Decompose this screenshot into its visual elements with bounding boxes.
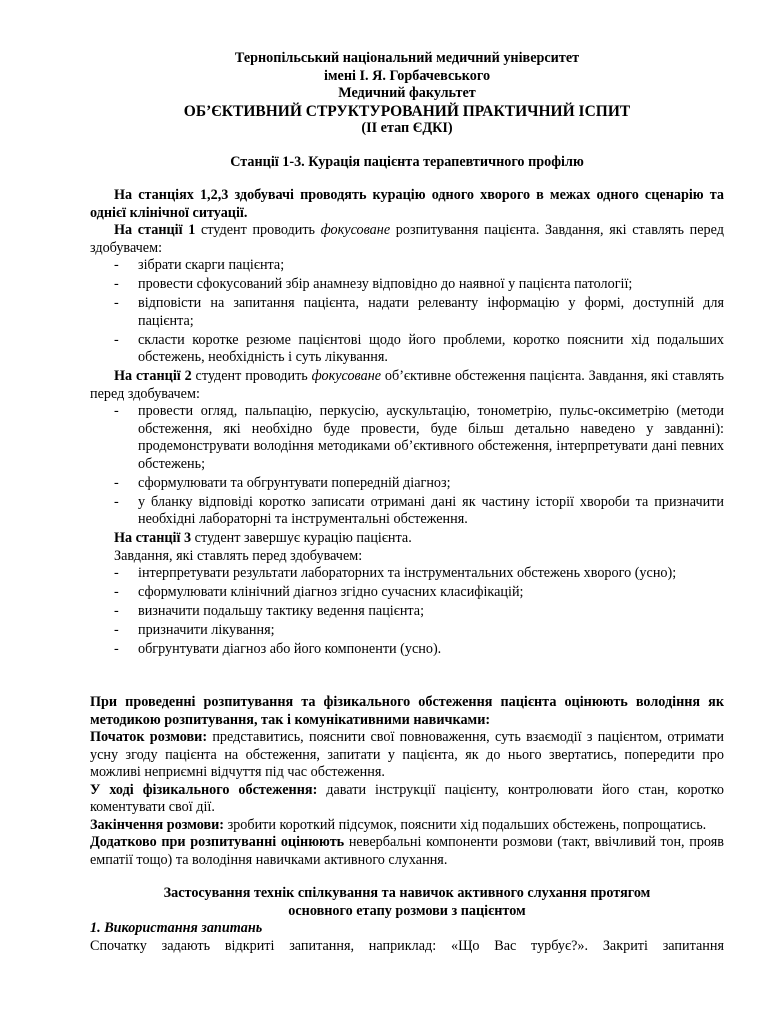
station3-task-list — [90, 565, 724, 659]
physical-exam-course: У ході фізикального обстеження: давати інструкції пацієнту, контролювати його стан, коротко коментувати свої дії. — [90, 781, 725, 815]
list-item: - сформулювати клінічний діагноз згідно сучасних класифікацій; — [90, 584, 724, 602]
intro-paragraph: На станціях 1,2,3 здобувачі проводять курацію одного хворого в межах одного сценарію та однієї клінічної ситуації. — [90, 187, 724, 221]
station3-lead: На станції 3 — [114, 530, 192, 546]
faculty-name: Медичний факультет — [338, 85, 476, 101]
conversation-end: Закінчення розмови: зробити короткий підсумок, пояснити хід подальших обстежень, попрощатись. — [90, 816, 707, 833]
list-item: - зібрати скарги пацієнта; — [90, 257, 724, 275]
techniques-title-line1: Застосування технік спілкування та навичок активного слухання протягом — [163, 885, 651, 901]
list-item: - скласти коротке резюме пацієнтові щодо його проблеми, коротко пояснити хід подальших обстежень, необхідність і суть лікування. — [90, 332, 724, 367]
station1-paragraph: На станції 1 студент проводить фокусоване розпитування пацієнта. Завдання, які ставлять перед здобувачем: — [90, 222, 724, 256]
document-content — [90, 50, 724, 955]
list-item: - відповісти на запитання пацієнта, надати релеванту інформацію у формі, доступній для пацієнта; — [90, 295, 724, 330]
list-item: - інтерпретувати результати лабораторних та інструментальних обстежень хворого (усно); — [90, 565, 724, 583]
list-item: - сформулювати та обгрунтувати попередній діагноз; — [90, 475, 724, 493]
additional-assessment: Додатково при розпитуванні оцінюють невербальні компоненти розмови (такт, ввічливий тон, прояв емпатії тощо) та володіння навичками активного слухання. — [90, 834, 724, 868]
station1-task-list — [90, 257, 724, 367]
station2-task-list — [90, 403, 724, 529]
station2-paragraph: На станції 2 студент проводить фокусоване об’єктивне обстеження пацієнта. Завдання, які ставлять перед здобувачем: — [90, 368, 725, 402]
list-item: - провести сфокусований збір анамнезу відповідно до наявної у пацієнта патології; — [90, 276, 724, 294]
list-item: - провести огляд, пальпацію, перкусію, аускультацію, тонометрію, пульс-оксиметрію (методи обстеження, які необхідно буде провести, буде більш детально наведено у завданні): продемонструвати володіння методиками об’єктивного обстеження, інтерпретувати дані певних обстежень; — [90, 403, 724, 473]
university-dedication: імені І. Я. Горбачевського — [323, 67, 491, 84]
exam-title: ОБ’ЄКТИВНИЙ СТРУКТУРОВАНИЙ ПРАКТИЧНИЙ ІСПИТ — [183, 102, 631, 120]
station1-lead: На станції 1 — [114, 222, 196, 238]
exam-stage: (ІІ етап ЄДКІ) — [361, 120, 453, 136]
station2-lead: На станції 2 — [114, 368, 192, 384]
assessment-heading: При проведенні розпитування та фізикального обстеження пацієнта оцінюють володіння як методикою розпитування, так і комунікативними навичками: — [90, 694, 724, 728]
list-item: - визначити подальшу тактику ведення пацієнта; — [90, 603, 724, 621]
section-title: Станції 1-3. Курація пацієнта терапевтичного профілю — [230, 153, 584, 170]
questions-subheading: 1. Використання запитань — [90, 920, 263, 936]
questions-paragraph: Спочатку задають відкриті запитання, наприклад: «Що Вас турбує?». Закриті запитання — [90, 937, 724, 954]
university-name: Тернопільський національний медичний університет — [234, 50, 580, 66]
list-item: - у бланку відповіді коротко записати отримані дані як частину історії хвороби та призначити необхідні лабораторні та інструментальні обстеження. — [90, 494, 724, 529]
conversation-start: Початок розмови: представитись, пояснити свої повноваження, суть взаємодії з пацієнтом, отримати усну згоду пацієнта на обстеження, запитати у пацієнта, як до нього звертатись, попередити про можливі неприємні відчуття під час обстеження. — [90, 729, 724, 780]
list-item: - обгрунтувати діагноз або його компоненти (усно). — [90, 641, 724, 659]
station3-tasks-intro: Завдання, які ставлять перед здобувачем: — [114, 547, 363, 564]
station3-paragraph: На станції 3 студент завершує курацію пацієнта. — [114, 530, 412, 546]
techniques-title-line2: основного етапу розмови з пацієнтом — [288, 902, 526, 919]
list-item: - призначити лікування; — [90, 622, 724, 640]
